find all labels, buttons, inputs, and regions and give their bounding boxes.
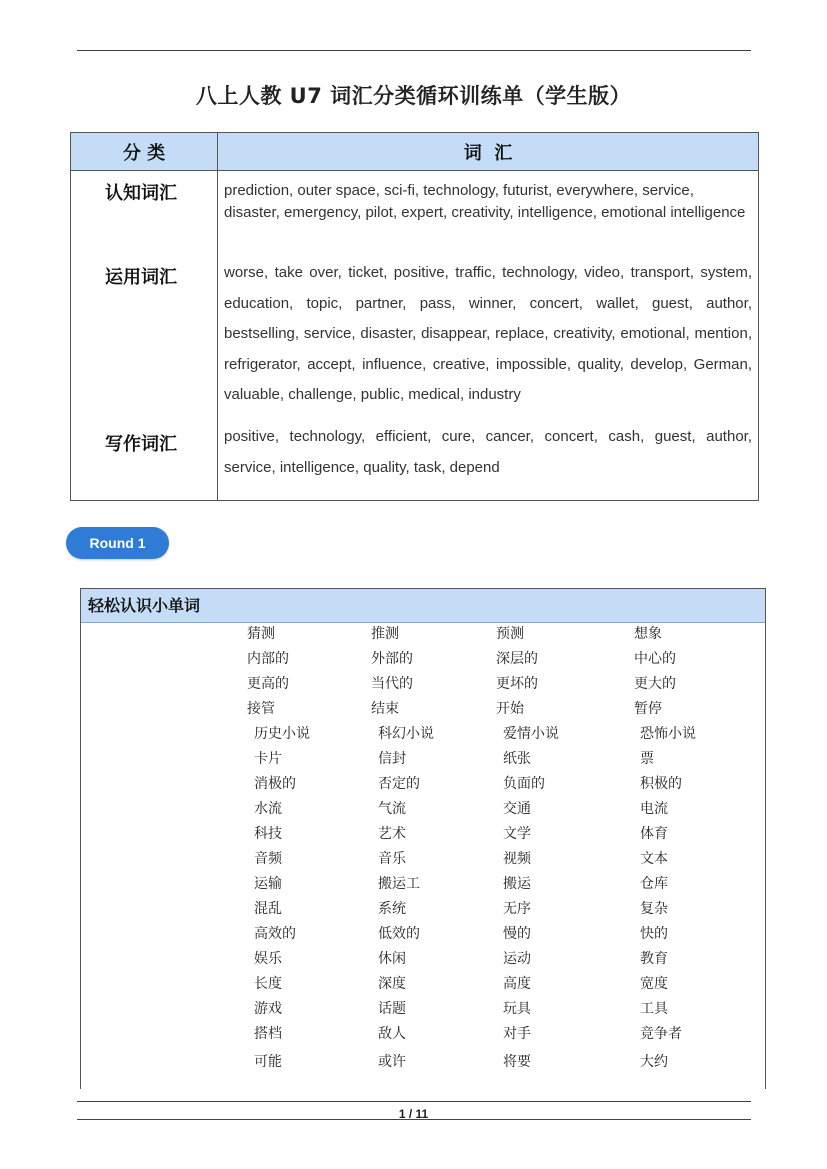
- words-usage: worse, take over, ticket, positive, traffic, technology, video, transport, system, education, topic, partner, pass, winner, concert, wallet, guest, author, bestselling, service, disaster, disappear, replace, creativity, emotional, mention, refrigerator, accept, influence, creative, impossible, quality, develop, German, valuable, challenge, public, medical, industry: [224, 264, 752, 403]
- exercise-option[interactable]: 搬运工: [378, 876, 420, 892]
- exercise-title: 轻松认识小单词: [81, 589, 765, 623]
- footer-rule-top: [77, 1101, 751, 1102]
- exercise-option[interactable]: 想象: [634, 626, 662, 642]
- exercise-option[interactable]: 视频: [503, 851, 531, 867]
- exercise-option[interactable]: 运动: [503, 951, 531, 967]
- exercise-option[interactable]: 科技: [254, 826, 282, 842]
- exercise-option[interactable]: 深度: [378, 976, 406, 992]
- exercise-option[interactable]: 系统: [378, 901, 406, 917]
- exercise-option[interactable]: 爱情小说: [503, 726, 559, 742]
- exercise-option[interactable]: 教育: [640, 951, 668, 967]
- exercise-option[interactable]: 竞争者: [640, 1026, 682, 1042]
- exercise-row: [81, 948, 765, 970]
- words-cell: [218, 422, 759, 501]
- exercise-option[interactable]: 或许: [378, 1054, 406, 1070]
- exercise-row: [81, 898, 765, 920]
- exercise-option[interactable]: 复杂: [640, 901, 668, 917]
- exercise-option[interactable]: 文本: [640, 851, 668, 867]
- words-writing: positive, technology, efficient, cure, cancer, concert, cash, guest, author, service, intelligence, quality, task, depend: [224, 428, 752, 476]
- exercise-option[interactable]: 当代的: [371, 676, 413, 692]
- table-row: [71, 171, 759, 259]
- exercise-option[interactable]: 搭档: [254, 1026, 282, 1042]
- exercise-option[interactable]: 慢的: [503, 926, 531, 942]
- exercise-option[interactable]: 接管: [247, 701, 275, 717]
- exercise-row: [81, 673, 765, 695]
- exercise-option[interactable]: 敌人: [378, 1026, 406, 1042]
- exercise-option[interactable]: 可能: [254, 1054, 282, 1070]
- exercise-option[interactable]: 长度: [254, 976, 282, 992]
- exercise-option[interactable]: 恐怖小说: [640, 726, 696, 742]
- exercise-option[interactable]: 否定的: [378, 776, 420, 792]
- exercise-row: [81, 798, 765, 820]
- exercise-row: [81, 1051, 765, 1073]
- header-rule: [77, 50, 751, 51]
- header-words: 词 汇: [218, 133, 759, 171]
- exercise-option[interactable]: 推测: [371, 626, 399, 642]
- exercise-row: [81, 873, 765, 895]
- table-header-row: [71, 133, 759, 171]
- exercise-option[interactable]: 仓库: [640, 876, 668, 892]
- round-badge: Round 1: [66, 527, 169, 559]
- exercise-option[interactable]: 高度: [503, 976, 531, 992]
- vocabulary-table: [70, 132, 759, 501]
- exercise-option[interactable]: 负面的: [503, 776, 545, 792]
- exercise-option[interactable]: 信封: [378, 751, 406, 767]
- exercise-box: [80, 588, 766, 1089]
- exercise-row: [81, 1023, 765, 1045]
- exercise-option[interactable]: 更坏的: [496, 676, 538, 692]
- exercise-row: [81, 773, 765, 795]
- exercise-row: [81, 923, 765, 945]
- exercise-option[interactable]: 运输: [254, 876, 282, 892]
- exercise-option[interactable]: 无序: [503, 901, 531, 917]
- exercise-option[interactable]: 中心的: [634, 651, 676, 667]
- exercise-option[interactable]: 混乱: [254, 901, 282, 917]
- exercise-option[interactable]: 更大的: [634, 676, 676, 692]
- exercise-option[interactable]: 宽度: [640, 976, 668, 992]
- exercise-row: [81, 973, 765, 995]
- exercise-option[interactable]: 工具: [640, 1001, 668, 1017]
- exercise-option[interactable]: 娱乐: [254, 951, 282, 967]
- exercise-option[interactable]: 快的: [640, 926, 668, 942]
- exercise-option[interactable]: 休闲: [378, 951, 406, 967]
- exercise-option[interactable]: 气流: [378, 801, 406, 817]
- exercise-option[interactable]: 内部的: [247, 651, 289, 667]
- exercise-option[interactable]: 结束: [371, 701, 399, 717]
- exercise-option[interactable]: 消极的: [254, 776, 296, 792]
- exercise-option[interactable]: 科幻小说: [378, 726, 434, 742]
- exercise-option[interactable]: 话题: [378, 1001, 406, 1017]
- exercise-row: [81, 648, 765, 670]
- words-recognition: prediction, outer space, sci-fi, technology, futurist, everywhere, service, disaster, emergency, pilot, expert, creativity, intelligence, emotional intelligence: [224, 182, 746, 221]
- exercise-option[interactable]: 历史小说: [254, 726, 310, 742]
- exercise-row: [81, 823, 765, 845]
- exercise-option[interactable]: 深层的: [496, 651, 538, 667]
- category-writing: 写作词汇: [105, 434, 177, 455]
- exercise-option[interactable]: 对手: [503, 1026, 531, 1042]
- exercise-row: [81, 848, 765, 870]
- footer-rule-bottom: [77, 1119, 751, 1120]
- exercise-row: [81, 998, 765, 1020]
- exercise-option[interactable]: 低效的: [378, 926, 420, 942]
- header-category: 分 类: [71, 133, 218, 171]
- exercise-row: [81, 748, 765, 770]
- page-number: 1 / 11: [398, 1107, 429, 1121]
- exercise-option[interactable]: 猜测: [247, 626, 275, 642]
- exercise-option[interactable]: 交通: [503, 801, 531, 817]
- exercise-option[interactable]: 票: [640, 751, 654, 767]
- exercise-option[interactable]: 搬运: [503, 876, 531, 892]
- words-cell: [218, 258, 759, 422]
- exercise-row: [81, 623, 765, 645]
- category-column: [71, 171, 218, 501]
- exercise-row: [81, 723, 765, 745]
- exercise-option[interactable]: 水流: [254, 801, 282, 817]
- exercise-option[interactable]: 纸张: [503, 751, 531, 767]
- category-recognition: 认知词汇: [105, 183, 177, 204]
- exercise-option[interactable]: 外部的: [371, 651, 413, 667]
- exercise-option[interactable]: 暂停: [634, 701, 662, 717]
- exercise-option[interactable]: 更高的: [247, 676, 289, 692]
- exercise-option[interactable]: 高效的: [254, 926, 296, 942]
- exercise-option[interactable]: 音频: [254, 851, 282, 867]
- exercise-option[interactable]: 玩具: [503, 1001, 531, 1017]
- exercise-option[interactable]: 预测: [496, 626, 524, 642]
- exercise-option[interactable]: 积极的: [640, 776, 682, 792]
- document-title: 八上人教 U7 词汇分类循环训练单（学生版）: [195, 84, 632, 108]
- category-usage: 运用词汇: [105, 267, 177, 288]
- words-cell: [218, 171, 759, 259]
- exercise-option[interactable]: 卡片: [254, 751, 282, 767]
- exercise-option[interactable]: 体育: [640, 826, 668, 842]
- exercise-option[interactable]: 电流: [640, 801, 668, 817]
- exercise-option[interactable]: 开始: [496, 701, 524, 717]
- exercise-row: [81, 698, 765, 720]
- exercise-option[interactable]: 艺术: [378, 826, 406, 842]
- exercise-option[interactable]: 将要: [503, 1054, 531, 1070]
- exercise-option[interactable]: 游戏: [254, 1001, 282, 1017]
- exercise-option[interactable]: 大约: [640, 1054, 668, 1070]
- exercise-option[interactable]: 音乐: [378, 851, 406, 867]
- exercise-option[interactable]: 文学: [503, 826, 531, 842]
